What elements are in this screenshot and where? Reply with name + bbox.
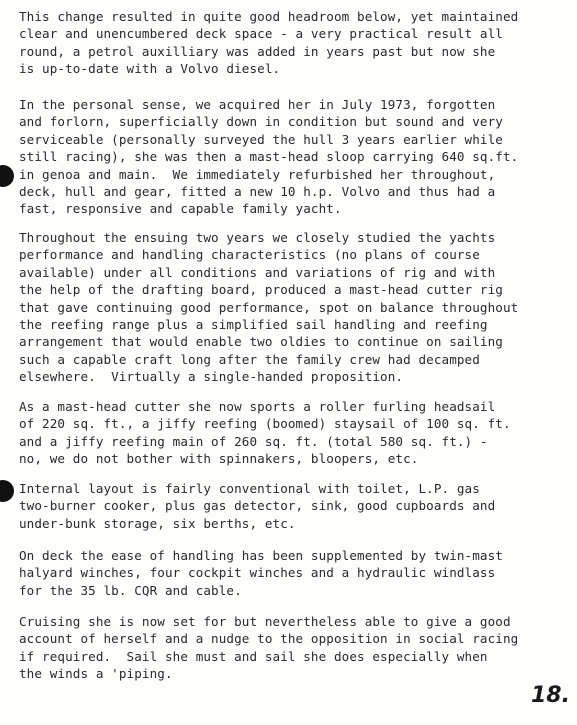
text-line: two-burner cooker, plus gas detector, sink, good cupboards and bbox=[19, 498, 496, 514]
text-line: under-bunk storage, six berths, etc. bbox=[19, 515, 296, 531]
paragraph-acquisition bbox=[19, 96, 571, 218]
text-line: elsewhere. Virtually a single-handed proposition. bbox=[19, 369, 404, 385]
text-line: no, we do not bother with spinnakers, bloopers, etc. bbox=[19, 451, 419, 467]
text-line: arrangement that would enable two oldies to continue on sailing bbox=[19, 334, 503, 350]
paragraph-cruising bbox=[19, 613, 571, 683]
text-line: deck, hull and gear, fitted a new 10 h.p. Volvo and thus had a bbox=[19, 184, 496, 200]
text-line: serviceable (personally surveyed the hull 3 years earlier while bbox=[19, 131, 503, 147]
text-line: account of herself and a nudge to the opposition in social racing bbox=[19, 631, 519, 647]
text-line: the help of the drafting board, produced a mast-head cutter rig bbox=[19, 282, 503, 298]
page-number: 18. bbox=[531, 683, 570, 708]
text-line: Throughout the ensuing two years we closely studied the yachts bbox=[19, 230, 496, 245]
text-line: is up-to-date with a Volvo diesel. bbox=[19, 61, 281, 77]
text-line: that gave continuing good performance, spot on balance throughout bbox=[19, 299, 519, 315]
text-line: halyard winches, four cockpit winches and a hydraulic windlass bbox=[19, 565, 496, 581]
paragraph-deck-handling bbox=[19, 547, 571, 599]
text-line: the winds a 'piping. bbox=[19, 666, 173, 682]
punch-hole bbox=[0, 165, 14, 187]
text-line: Cruising she is now set for but nevertheless able to give a good bbox=[19, 614, 511, 629]
paragraph-sail-plan bbox=[19, 398, 571, 468]
paragraph-headroom bbox=[19, 8, 571, 78]
text-line: clear and unencumbered deck space - a very practical result all bbox=[19, 26, 503, 42]
text-line: if required. Sail she must and sail she does especially when bbox=[19, 648, 488, 664]
text-line: still racing), she was then a mast-head sloop carrying 640 sq.ft. bbox=[19, 149, 519, 165]
text-line: for the 35 lb. CQR and cable. bbox=[19, 582, 242, 598]
text-line: As a mast-head cutter she now sports a roller furling headsail bbox=[19, 399, 496, 414]
text-line: On deck the ease of handling has been supplemented by twin-mast bbox=[19, 548, 503, 563]
text-line: available) under all conditions and variations of rig and with bbox=[19, 264, 496, 280]
text-line: in genoa and main. We immediately refurbished her throughout, bbox=[19, 166, 496, 182]
text-line: In the personal sense, we acquired her in July 1973, forgotten bbox=[19, 97, 496, 112]
text-line: This change resulted in quite good headroom below, yet maintained bbox=[19, 9, 519, 24]
text-line: Internal layout is fairly conventional with toilet, L.P. gas bbox=[19, 481, 480, 496]
text-line: the reefing range plus a simplified sail handling and reefing bbox=[19, 317, 488, 333]
text-line: round, a petrol auxilliary was added in years past but now she bbox=[19, 43, 496, 59]
text-line: performance and handling characteristics (no plans of course bbox=[19, 247, 480, 263]
text-line: such a capable craft long after the family crew had decamped bbox=[19, 351, 480, 367]
paragraph-rig-study bbox=[19, 229, 571, 386]
text-line: and forlorn, superficially down in condition but sound and very bbox=[19, 114, 503, 130]
paragraph-internal-layout bbox=[19, 480, 571, 532]
punch-hole bbox=[0, 480, 14, 502]
text-line: of 220 sq. ft., a jiffy reefing (boomed) staysail of 100 sq. ft. bbox=[19, 416, 511, 432]
text-line: and a jiffy reefing main of 260 sq. ft. (total 580 sq. ft.) - bbox=[19, 433, 488, 449]
text-line: fast, responsive and capable family yacht. bbox=[19, 201, 342, 217]
